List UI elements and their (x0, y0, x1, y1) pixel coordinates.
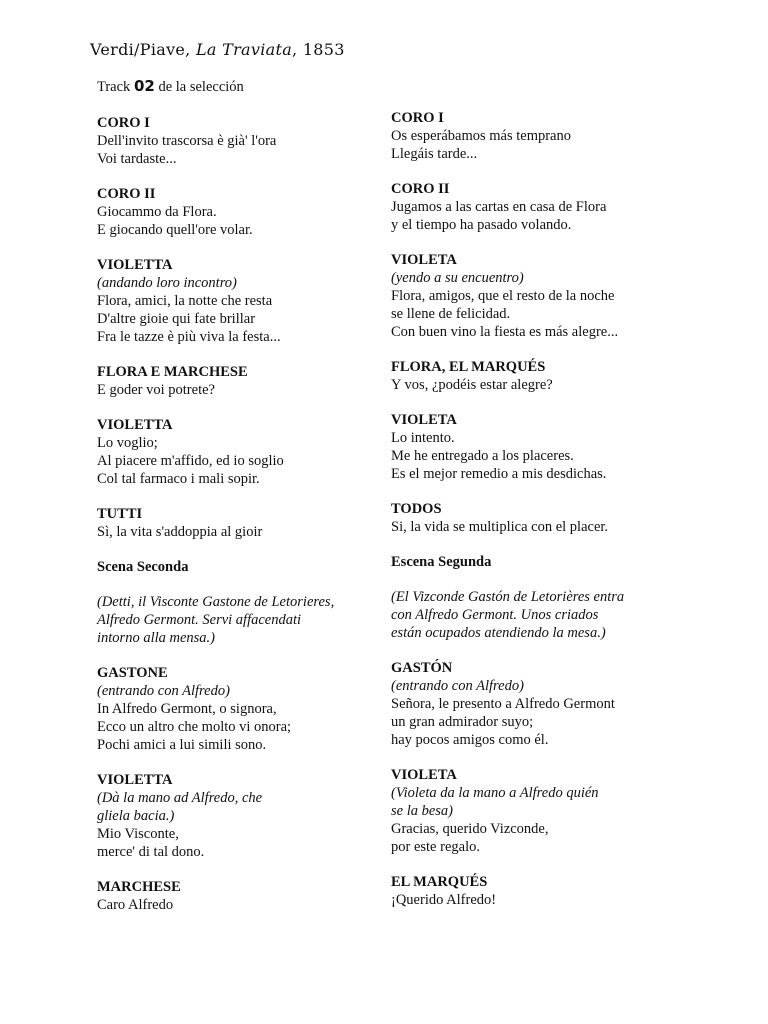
track-suffix: de la selección (154, 79, 244, 95)
libretto-block (97, 505, 397, 541)
lyric-line: E goder voi potrete? (97, 382, 215, 398)
lyric-line: Y vos, ¿podéis estar alegre? (391, 377, 553, 393)
lyric-line: In Alfredo Germont, o signora, (97, 701, 277, 717)
lyric-line: Es el mejor remedio a mis desdichas. (391, 466, 607, 482)
title-year: , 1853 (292, 40, 345, 59)
libretto-block (391, 180, 691, 234)
speaker-name: FLORA, EL MARQUÉS (391, 359, 546, 375)
stage-direction: (entrando con Alfredo) (391, 678, 524, 694)
stage-direction: (Detti, il Visconte Gastone de Letorieres, (97, 594, 335, 610)
lyric-line: Flora, amigos, que el resto de la noche (391, 288, 615, 304)
stage-direction: intorno alla mensa.) (97, 630, 216, 646)
speaker-name: GASTÓN (391, 660, 453, 676)
lyric-line: Giocammo da Flora. (97, 204, 217, 220)
speaker-name: VIOLETA (391, 412, 457, 428)
lyric-line: Señora, le presento a Alfredo Germont (391, 696, 615, 712)
lyric-line: Voi tardaste... (97, 151, 177, 167)
speaker-name: CORO II (391, 181, 450, 197)
speaker-name: VIOLETTA (97, 417, 173, 433)
stage-direction: (yendo a su encuentro) (391, 270, 524, 286)
lyric-line: Mio Visconte, (97, 826, 179, 842)
speaker-name: TUTTI (97, 506, 143, 522)
libretto-block (391, 659, 691, 749)
stage-direction: se la besa) (391, 803, 454, 819)
page-title (90, 40, 345, 59)
speaker-name: VIOLETA (391, 767, 457, 783)
lyric-line: Caro Alfredo (97, 897, 174, 913)
libretto-block (97, 185, 397, 239)
libretto-block (97, 878, 397, 914)
lyric-line: Sì, la vita s'addoppia al gioir (97, 524, 263, 540)
speaker-name: GASTONE (97, 665, 168, 681)
track-prefix: Track (97, 79, 134, 95)
libretto-block (391, 553, 691, 571)
lyric-line: Pochi amici a lui simili sono. (97, 737, 267, 753)
libretto-block (97, 416, 397, 488)
libretto-block (97, 558, 397, 576)
speaker-name: FLORA E MARCHESE (97, 364, 248, 380)
stage-direction: gliela bacia.) (97, 808, 175, 824)
libretto-block (97, 256, 397, 346)
italian-libretto-column (97, 114, 397, 931)
speaker-name: EL MARQUÉS (391, 874, 488, 890)
libretto-block (97, 114, 397, 168)
stage-direction: (Dà la mano ad Alfredo, che (97, 790, 263, 806)
lyric-line: Os esperábamos más temprano (391, 128, 571, 144)
lyric-line: Lo intento. (391, 430, 455, 446)
libretto-block (97, 771, 397, 861)
libretto-block (391, 500, 691, 536)
speaker-name: MARCHESE (97, 879, 181, 895)
lyric-line: Jugamos a las cartas en casa de Flora (391, 199, 607, 215)
stage-direction: con Alfredo Germont. Unos criados (391, 607, 599, 623)
speaker-name: VIOLETA (391, 252, 457, 268)
track-number: 02 (133, 77, 155, 95)
libretto-block (391, 766, 691, 856)
lyric-line: por este regalo. (391, 839, 480, 855)
libretto-block (391, 358, 691, 394)
lyric-line: Gracias, querido Vizconde, (391, 821, 549, 837)
lyric-line: E giocando quell'ore volar. (97, 222, 253, 238)
title-authors: Verdi/Piave, (90, 40, 196, 59)
stage-direction: (El Vizconde Gastón de Letorières entra (391, 589, 625, 605)
lyric-line: Al piacere m'affido, ed io soglio (97, 453, 284, 469)
lyric-line: Lo voglio; (97, 435, 158, 451)
scene-heading: Scena Seconda (97, 559, 189, 575)
lyric-line: Dell'invito trascorsa è già' l'ora (97, 133, 277, 149)
speaker-name: CORO I (97, 115, 150, 131)
lyric-line: ¡Querido Alfredo! (391, 892, 497, 908)
title-work: La Traviata (195, 40, 293, 59)
lyric-line: se llene de felicidad. (391, 306, 511, 322)
spanish-translation-column (391, 109, 691, 926)
lyric-line: Me he entregado a los placeres. (391, 448, 574, 464)
speaker-name: CORO II (97, 186, 156, 202)
lyric-line: Ecco un altro che molto vi onora; (97, 719, 292, 735)
libretto-block (391, 588, 691, 642)
lyric-line: Si, la vida se multiplica con el placer. (391, 519, 609, 535)
lyric-line: merce' di tal dono. (97, 844, 205, 860)
libretto-block (391, 411, 691, 483)
lyric-line: Llegáis tarde... (391, 146, 478, 162)
stage-direction: (Violeta da la mano a Alfredo quién (391, 785, 599, 801)
libretto-block (97, 664, 397, 754)
libretto-block (391, 109, 691, 163)
stage-direction: Alfredo Germont. Servi affacendati (97, 612, 302, 628)
lyric-line: hay pocos amigos como él. (391, 732, 549, 748)
lyric-line: Con buen vino la fiesta es más alegre... (391, 324, 619, 340)
lyric-line: un gran admirador suyo; (391, 714, 534, 730)
lyric-line: Fra le tazze è più viva la festa... (97, 329, 281, 345)
libretto-block (391, 873, 691, 909)
speaker-name: TODOS (391, 501, 442, 517)
speaker-name: CORO I (391, 110, 444, 126)
speaker-name: VIOLETTA (97, 772, 173, 788)
lyric-line: Col tal farmaco i mali sopir. (97, 471, 260, 487)
libretto-block (97, 593, 397, 647)
track-label (97, 77, 244, 96)
libretto-block (391, 251, 691, 341)
lyric-line: y el tiempo ha pasado volando. (391, 217, 572, 233)
stage-direction: están ocupados atendiendo la mesa.) (391, 625, 606, 641)
stage-direction: (entrando con Alfredo) (97, 683, 230, 699)
lyric-line: Flora, amici, la notte che resta (97, 293, 273, 309)
stage-direction: (andando loro incontro) (97, 275, 237, 291)
scene-heading: Escena Segunda (391, 554, 492, 570)
lyric-line: D'altre gioie qui fate brillar (97, 311, 256, 327)
speaker-name: VIOLETTA (97, 257, 173, 273)
libretto-block (97, 363, 397, 399)
